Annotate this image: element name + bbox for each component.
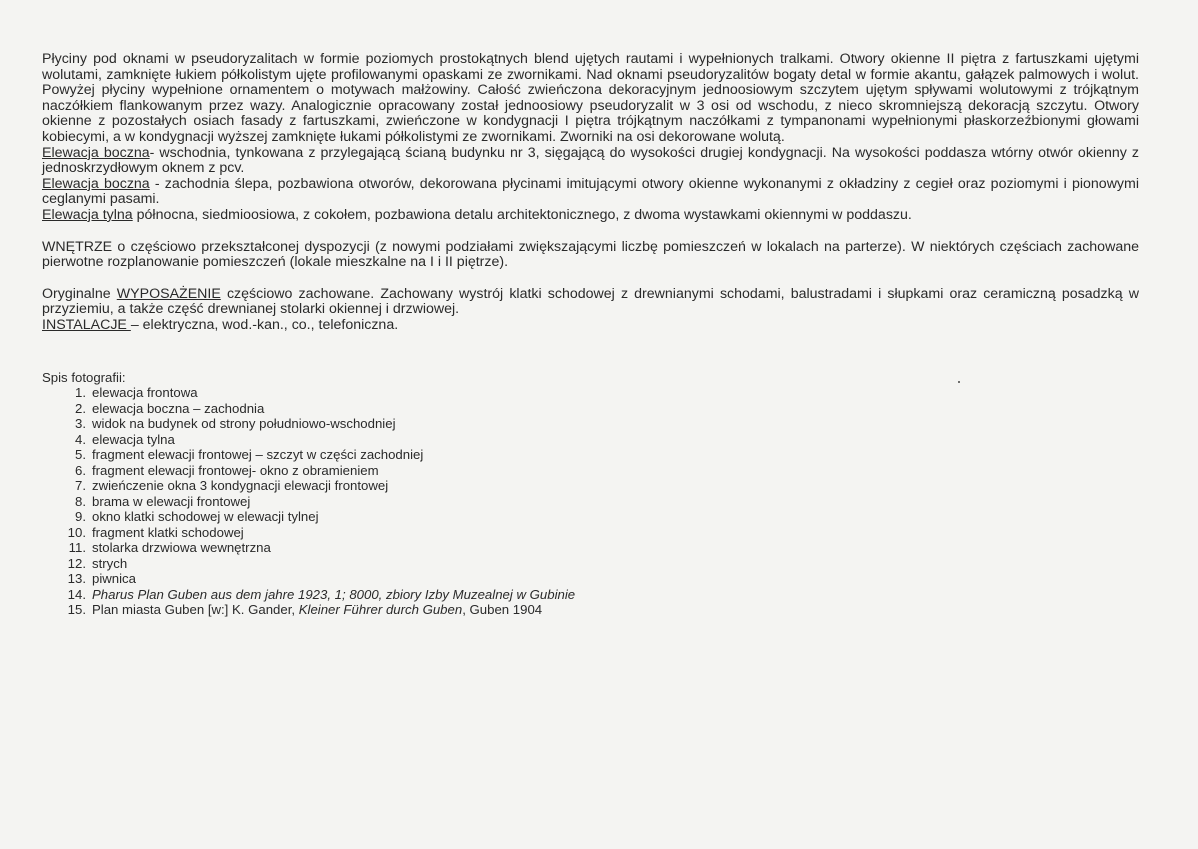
text-furnishings: częściowo zachowane. Zachowany wystrój klatki schodowej z drewnianymi schodami, balustradami i słupkami oraz ceramiczną posadzką w przyziemiu, a także część drewnianej stolarki okiennej i drzwiowej. — [42, 285, 1139, 318]
document-body — [42, 52, 1139, 618]
list-item: 4. elewacja tylna — [75, 431, 175, 447]
heading-rear-elevation: Elewacja tylna — [42, 206, 133, 223]
list-item: 9. okno klatki schodowej w elewacji tylnej — [75, 509, 319, 524]
list-item: 1. elewacja frontowa — [75, 385, 198, 400]
list-item: 2. elewacja boczna – zachodnia — [75, 400, 265, 416]
list-item: 8. brama w elewacji frontowej — [75, 493, 251, 509]
paragraph-west-elevation — [42, 177, 1139, 208]
text-rear-elevation: północna, siedmioosiowa, z cokołem, pozbawiona detalu architektonicznego, z dwoma wystawkami okiennymi w poddaszu. — [132, 206, 912, 223]
heading-installations: INSTALACJE — [42, 316, 131, 333]
heading-east-elevation: Elewacja boczna — [42, 144, 150, 161]
list-item: 11. stolarka drzwiowa wewnętrzna — [68, 540, 271, 555]
list-item: 7. zwieńczenie okna 3 kondygnacji elewacji frontowej — [75, 478, 389, 493]
heading-west-elevation: Elewacja boczna — [42, 175, 150, 192]
list-item: 13. piwnica — [67, 571, 136, 586]
list-item: 14. Pharus Plan Guben aus dem jahre 1923, 1; 8000, zbiory Izby Muzealnej w Gubinie — [67, 586, 576, 602]
photo-list-item-14-text: Pharus Plan Guben aus dem jahre 1923, 1; 8000, zbiory Izby Muzealnej w Gubinie — [92, 586, 576, 602]
photo-list-item-15-text: Plan miasta Guben [w:] K. Gander, Kleiner Führer durch Guben, Guben 1904 — [92, 602, 543, 617]
list-item: 10. fragment klatki schodowej — [67, 524, 244, 540]
paragraph-rear-elevation — [42, 208, 1139, 224]
paragraph-furnishings: Oryginalne WYPOSAŻENIE częściowo zachowane. Zachowany wystrój klatki schodowej z drewnianymi schodami, balustradami i słupkami oraz ceramiczną posadzką w przyziemiu, a także część drewnianej stolarki okiennej i drzwiowej. — [42, 285, 1139, 318]
photo-list-items — [42, 385, 1139, 587]
text-east-elevation: - wschodnia, tynkowana z przylegającą ścianą budynku nr 3, sięgającą do wysokości drugiej kondygnacji. Na wysokości poddasza wtórny otwór okienny z jednoskrzydłowym oknem z pcv. — [42, 144, 1139, 177]
paragraph-installations — [42, 318, 1139, 334]
photo-list-title: Spis fotografii: — [42, 369, 126, 385]
list-item: 5. fragment elewacji frontowej – szczyt w części zachodniej — [75, 447, 424, 462]
list-item: 6. fragment elewacji frontowej- okno z obramieniem — [75, 462, 379, 478]
text-installations: – elektryczna, wod.-kan., co., telefoniczna. — [130, 316, 399, 333]
paragraph-interior: WNĘTRZE o częściowo przekształconej dyspozycji (z nowymi podziałami zwiększającymi liczbę pomieszczeń w lokalach na parterze). W niektórych częściach zachowane pierwotne rozplanowanie pomieszczeń (lokale mieszkalne na I i II piętrze). — [42, 238, 1139, 271]
heading-furnishings: WYPOSAŻENIE — [116, 285, 221, 302]
paragraph-facade-detail: Płyciny pod oknami w pseudoryzalitach w formie poziomych prostokątnych blend ujętych rautami i wypełnionych tralkami. Otwory okienne II piętra z fartuszkami ujętymi wolutami, zamknięte łukiem półkolistym ujęte profilowanymi opaskami ze zwornikami. Nad oknami pseudoryzalitów bogaty detal w formie akantu, gałązek palmowych i wolut. Powyżej płyciny wypełnione ornamentem o motywach małżowiny. Całość zwieńczona dekoracyjnym jednoosiowym szczytem ujętym spływami wolutowymi z trójkątnym naczółkiem flankowanym przez wazy. Analogicznie opracowany został jednoosiowy pseudoryzalit w 3 osi od wschodu, z nieco skromniejszą dekoracją szczytu. Otwory okienne z pozostałych osiach fasady z fartuszkami, zwieńczone w kondygnacji I piętra trójkątnym naczółkami z tympanonami wypełnionymi płaskorzeźbionymi głowami kobiecymi, a w kondygnacji wyższej zamknięte łukami półkolistymi ze zwornikami. Zworniki na osi dekorowane wolutą. — [42, 51, 1139, 145]
scan-speck — [958, 381, 960, 383]
list-item: 3. widok na budynek od strony południowo-wschodniej — [75, 416, 396, 431]
paragraph-east-elevation — [42, 146, 1139, 177]
list-item: 12. strych — [67, 555, 128, 571]
list-item: 15. Plan miasta Guben [w:] K. Gander, Kleiner Führer durch Guben, Guben 1904 — [67, 602, 543, 617]
photo-list — [42, 370, 1139, 618]
text-west-elevation: - zachodnia ślepa, pozbawiona otworów, dekorowana płycinami imitującymi otwory okienne wykonanymi z okładziny z cegieł oraz poziomymi i pionowymi ceglanymi pasami. — [42, 175, 1139, 208]
